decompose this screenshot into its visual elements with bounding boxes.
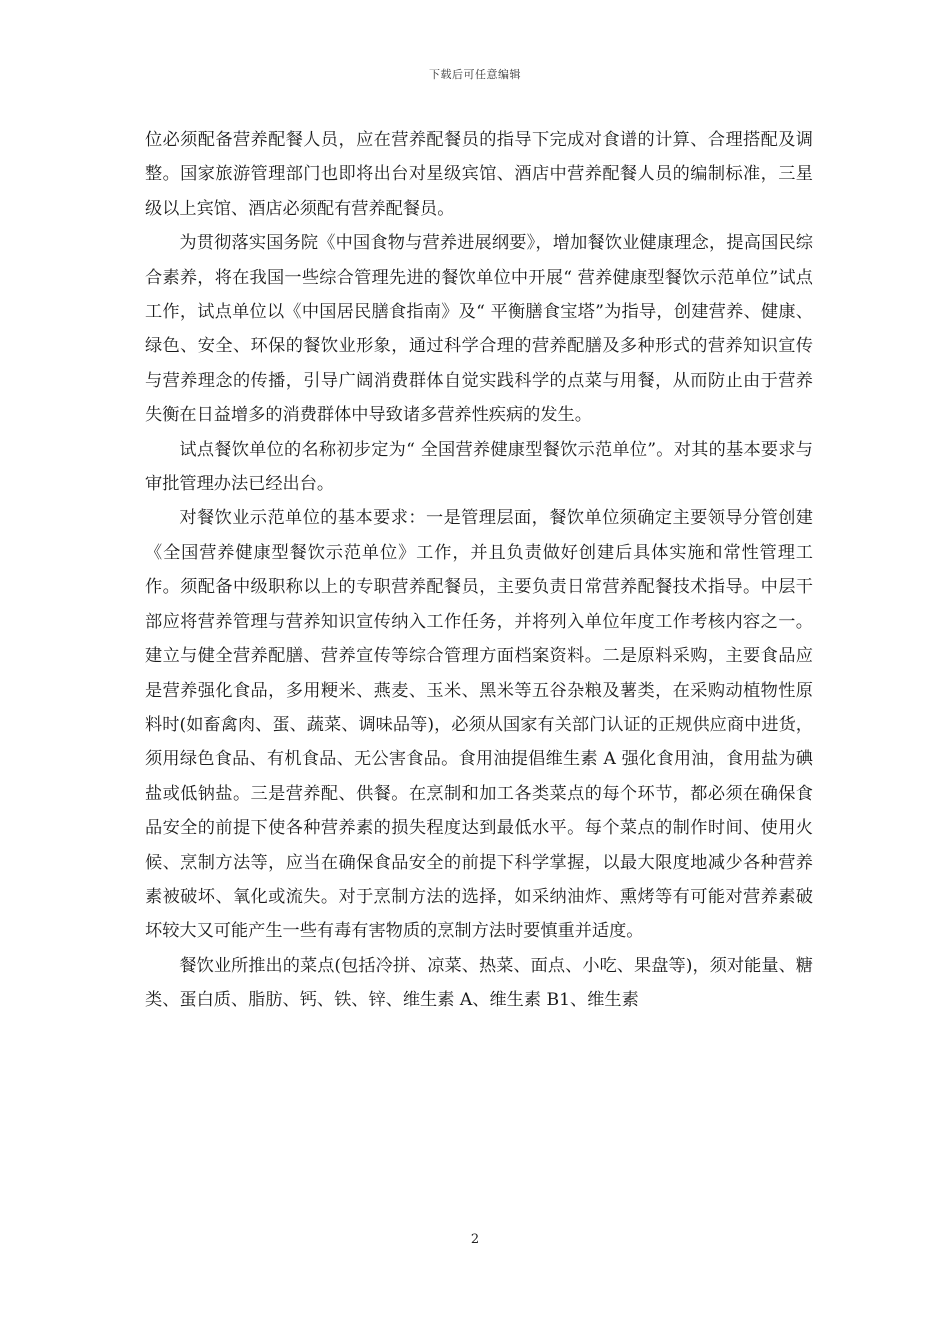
paragraph-3: 试点餐饮单位的名称初步定为“ 全国营养健康型餐饮示范单位”。对其的基本要求与审批管理办法已经出台。 bbox=[145, 439, 813, 495]
paragraph-1: 位必须配备营养配餐人员，应在营养配餐员的指导下完成对食谱的计算、合理搭配及调整。国家旅游管理部门也即将出台对星级宾馆、酒店中营养配餐人员的编制标准，三星级以上宾馆、酒店必须配有营养配餐员。 bbox=[145, 130, 813, 219]
document-body bbox=[145, 123, 813, 1018]
page-header: 下载后可任意编辑 bbox=[429, 68, 521, 81]
paragraph-4: 对餐饮业示范单位的基本要求：一是管理层面，餐饮单位须确定主要领导分管创建《全国营养健康型餐饮示范单位》工作，并且负责做好创建后具体实施和常性管理工作。须配备中级职称以上的专职营养配餐员，主要负责日常营养配餐技术指导。中层干部应将营养管理与营养知识宣传纳入工作任务，并将列入单位年度工作考核内容之一。建立与健全营养配膳、营养宣传等综合管理方面档案资料。二是原料采购，主要食品应是营养强化食品，多用粳米、燕麦、玉米、黑米等五谷杂粮及薯类，在采购动植物性原料时(如畜禽肉、蛋、蔬菜、调味品等)，必须从国家有关部门认证的正规供应商中进货，须用绿色食品、有机食品、无公害食品。食用油提倡维生素 A 强化食用油，食用盐为碘盐或低钠盐。三是营养配、供餐。在烹制和加工各类菜点的每个环节，都必须在确保食品安全的前提下使各种营养素的损失程度达到最低水平。每个菜点的制作时间、使用火候、烹制方法等，应当在确保食品安全的前提下科学掌握，以最大限度地减少各种营养素被破坏、氧化或流失。对于烹制方法的选择，如采纳油炸、熏烤等有可能对营养素破坏较大又可能产生一些有毒有害物质的烹制方法时要慎重并适度。 bbox=[145, 508, 813, 942]
paragraph-5: 餐饮业所推出的菜点(包括冷拼、凉菜、热菜、面点、小吃、果盘等)，须对能量、糖类、蛋白质、脂肪、钙、铁、锌、维生素 A、维生素 B1、维生素 bbox=[145, 955, 813, 1011]
page-number: 2 bbox=[470, 1232, 480, 1247]
paragraph-2: 为贯彻落实国务院《中国食物与营养进展纲要》，增加餐饮业健康理念，提高国民综合素养，将在我国一些综合管理先进的餐饮单位中开展“ 营养健康型餐饮示范单位”试点工作，试点单位以《中国居民膳食指南》及“ 平衡膳食宝塔”为指导，创建营养、健康、绿色、安全、环保的餐饮业形象，通过科学合理的营养配膳及多种形式的营养知识宣传与营养理念的传播，引导广阔消费群体自觉实践科学的点菜与用餐，从而防止由于营养失衡在日益增多的消费群体中导致诸多营养性疾病的发生。 bbox=[145, 233, 813, 426]
